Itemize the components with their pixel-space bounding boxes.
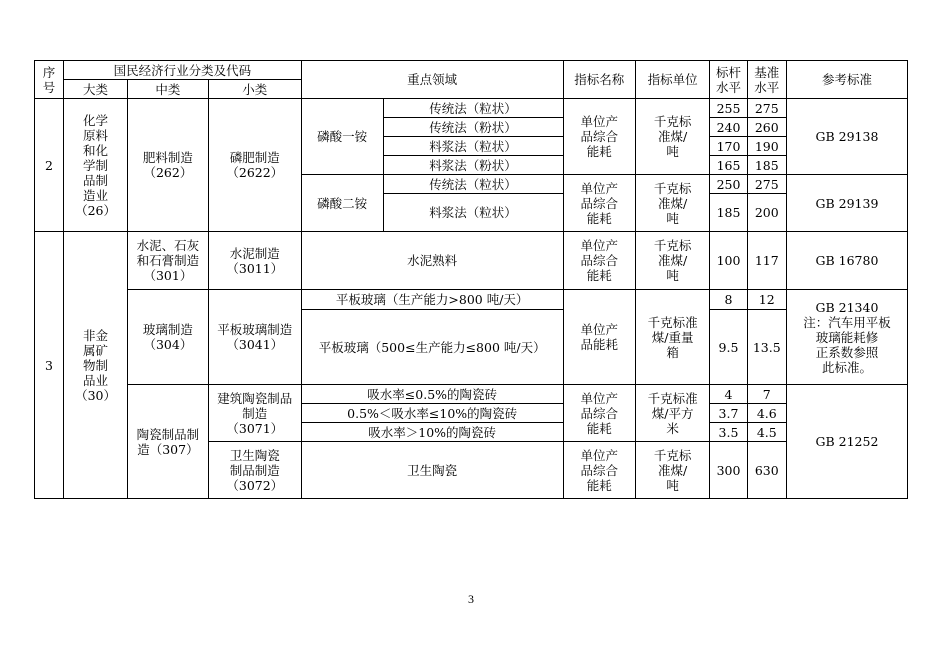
indicator-cell: 单位产 品综合 能耗 <box>563 175 635 232</box>
unit-cell: 千克标准 煤/平方 米 <box>635 385 709 442</box>
benchmark-cell: 165 <box>710 156 747 175</box>
field-cell: 平板玻璃（500≤生产能力≤800 吨/天） <box>301 310 563 385</box>
unit-cell: 千克标 准煤/ 吨 <box>635 175 709 232</box>
baseline-cell: 185 <box>747 156 786 175</box>
minor-category-cell: 建筑陶瓷制品 制造 （3071） <box>208 385 301 442</box>
major-category-cell: 化学 原料 和化 学制 品制 造业 （26） <box>63 99 127 232</box>
field-cell: 吸水率≤0.5%的陶瓷砖 <box>301 385 563 404</box>
field-cell: 平板玻璃（生产能力>800 吨/天） <box>301 290 563 310</box>
baseline-cell: 275 <box>747 175 786 194</box>
process-cell: 料浆法（粒状） <box>383 137 563 156</box>
middle-category-cell: 肥料制造 （262） <box>128 99 209 232</box>
indicator-cell: 单位产 品综合 能耗 <box>563 385 635 442</box>
header-row-1 <box>35 61 908 80</box>
process-cell: 传统法（粉状） <box>383 118 563 137</box>
minor-category-cell: 平板玻璃制造 （3041） <box>208 290 301 385</box>
process-cell: 传统法（粒状） <box>383 175 563 194</box>
header-indicator: 指标名称 <box>563 61 635 99</box>
process-cell: 料浆法（粒状） <box>383 194 563 232</box>
reference-cell: GB 29138 <box>786 99 907 175</box>
product-name-cell: 磷酸一铵 <box>301 99 383 175</box>
process-cell: 料浆法（粉状） <box>383 156 563 175</box>
field-cell: 0.5%＜吸水率≤10%的陶瓷砖 <box>301 404 563 423</box>
table-row <box>35 385 908 404</box>
unit-cell: 千克标准 煤/重量 箱 <box>635 290 709 385</box>
page-number: 3 <box>468 592 474 606</box>
unit-cell: 千克标 准煤/ 吨 <box>635 99 709 175</box>
header-unit: 指标单位 <box>635 61 709 99</box>
indicator-cell: 单位产 品能耗 <box>563 290 635 385</box>
benchmark-cell: 240 <box>710 118 747 137</box>
indicator-cell: 单位产 品综合 能耗 <box>563 232 635 290</box>
baseline-cell: 260 <box>747 118 786 137</box>
field-cell: 水泥熟料 <box>301 232 563 290</box>
field-cell: 卫生陶瓷 <box>301 442 563 499</box>
baseline-cell: 630 <box>747 442 786 499</box>
benchmark-cell: 3.7 <box>710 404 747 423</box>
energy-benchmark-table <box>34 60 908 499</box>
minor-category-cell: 水泥制造 （3011） <box>208 232 301 290</box>
baseline-cell: 200 <box>747 194 786 232</box>
benchmark-cell: 3.5 <box>710 423 747 442</box>
baseline-cell: 12 <box>747 290 786 310</box>
middle-category-cell: 玻璃制造 （304） <box>128 290 209 385</box>
benchmark-cell: 185 <box>710 194 747 232</box>
seq-cell: 3 <box>35 232 64 499</box>
benchmark-cell: 8 <box>710 290 747 310</box>
header-minor: 小类 <box>208 80 301 99</box>
baseline-cell: 13.5 <box>747 310 786 385</box>
header-field: 重点领域 <box>301 61 563 99</box>
seq-cell: 2 <box>35 99 64 232</box>
benchmark-cell: 9.5 <box>710 310 747 385</box>
baseline-cell: 117 <box>747 232 786 290</box>
middle-category-cell: 陶瓷制品制 造（307） <box>128 385 209 499</box>
baseline-cell: 4.6 <box>747 404 786 423</box>
baseline-cell: 275 <box>747 99 786 118</box>
process-cell: 传统法（粒状） <box>383 99 563 118</box>
reference-cell: GB 21252 <box>786 385 907 499</box>
benchmark-cell: 100 <box>710 232 747 290</box>
unit-cell: 千克标 准煤/ 吨 <box>635 442 709 499</box>
product-name-cell: 磷酸二铵 <box>301 175 383 232</box>
benchmark-cell: 170 <box>710 137 747 156</box>
header-middle: 中类 <box>128 80 209 99</box>
header-seq: 序 号 <box>35 61 64 99</box>
header-classification: 国民经济行业分类及代码 <box>63 61 301 80</box>
unit-cell: 千克标 准煤/ 吨 <box>635 232 709 290</box>
benchmark-cell: 300 <box>710 442 747 499</box>
reference-cell: GB 29139 <box>786 175 907 232</box>
header-benchmark: 标杆 水平 <box>710 61 747 99</box>
header-major: 大类 <box>63 80 127 99</box>
indicator-cell: 单位产 品综合 能耗 <box>563 99 635 175</box>
table-row <box>35 99 908 118</box>
baseline-cell: 7 <box>747 385 786 404</box>
baseline-cell: 4.5 <box>747 423 786 442</box>
middle-category-cell: 水泥、石灰 和石膏制造 （301） <box>128 232 209 290</box>
benchmark-cell: 255 <box>710 99 747 118</box>
minor-category-cell: 卫生陶瓷 制品制造 （3072） <box>208 442 301 499</box>
table-row <box>35 232 908 290</box>
benchmark-cell: 250 <box>710 175 747 194</box>
benchmark-cell: 4 <box>710 385 747 404</box>
major-category-cell: 非金 属矿 物制 品业 （30） <box>63 232 127 499</box>
baseline-cell: 190 <box>747 137 786 156</box>
header-baseline: 基准 水平 <box>747 61 786 99</box>
reference-cell: GB 21340 注：汽车用平板 玻璃能耗修 正系数参照 此标准。 <box>786 290 907 385</box>
minor-category-cell: 磷肥制造 （2622） <box>208 99 301 232</box>
indicator-cell: 单位产 品综合 能耗 <box>563 442 635 499</box>
field-cell: 吸水率＞10%的陶瓷砖 <box>301 423 563 442</box>
header-reference: 参考标准 <box>786 61 907 99</box>
reference-cell: GB 16780 <box>786 232 907 290</box>
table-row <box>35 290 908 310</box>
